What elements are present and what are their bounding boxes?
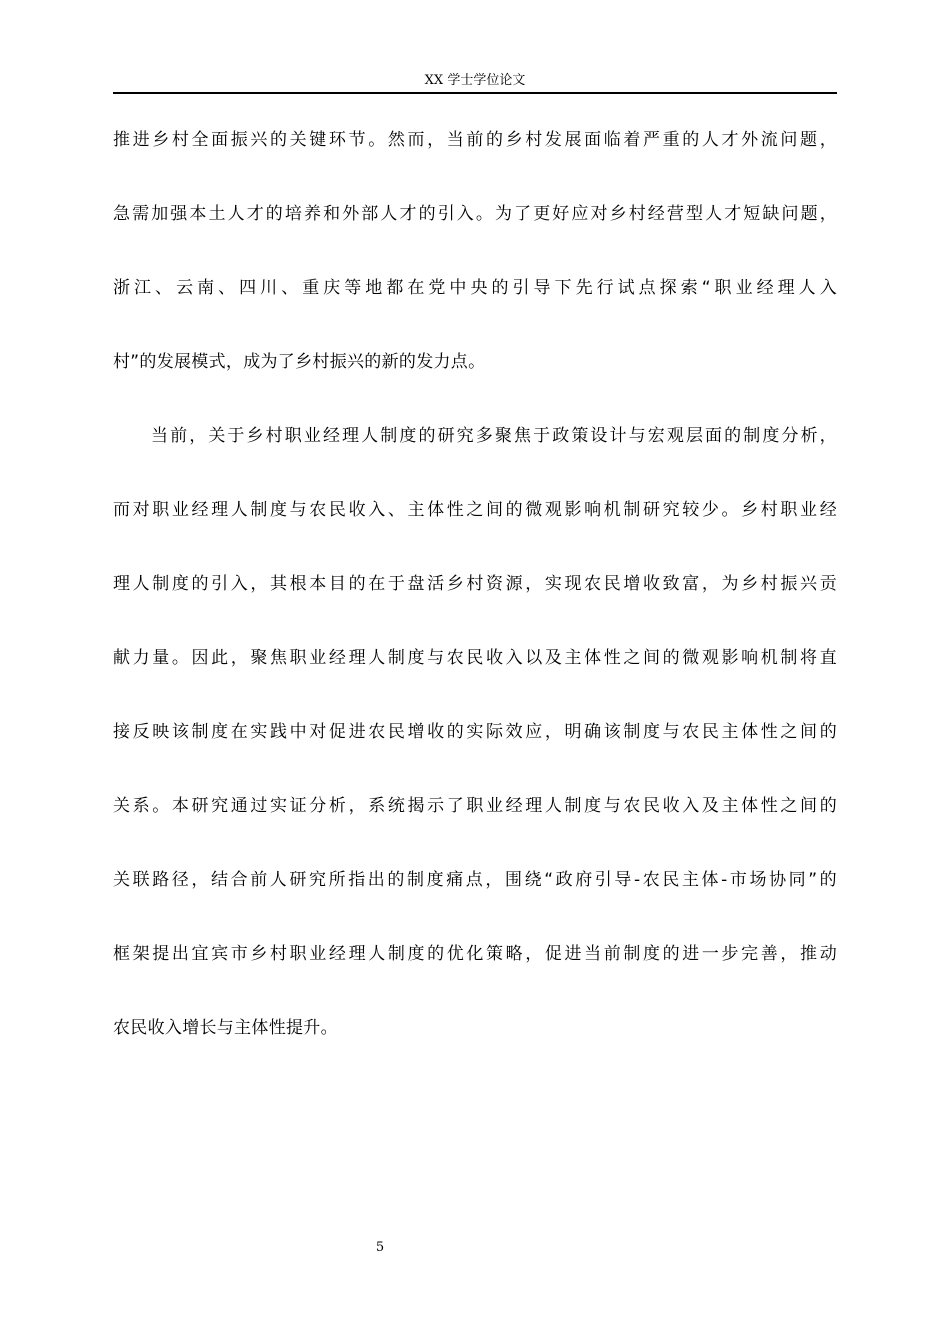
text-line: 献力量。因此，聚焦职业经理人制度与农民收入以及主体性之间的微观影响机制将直 <box>113 648 837 668</box>
text-line: 理人制度的引入，其根本目的在于盘活乡村资源，实现农民增收致富，为乡村振兴贡 <box>113 574 837 594</box>
text-line: 当前，关于乡村职业经理人制度的研究多聚焦于政策设计与宏观层面的制度分析， <box>151 426 837 446</box>
page-header <box>113 72 837 94</box>
text-line: 推进乡村全面振兴的关键环节。然而，当前的乡村发展面临着严重的人才外流问题， <box>113 130 837 150</box>
text-line: 农民收入增长与主体性提升。 <box>113 1018 338 1038</box>
text-line: 而对职业经理人制度与农民收入、主体性之间的微观影响机制研究较少。乡村职业经 <box>113 500 837 520</box>
header-title: XX 学士学位论文 <box>424 73 526 88</box>
text-line: 接反映该制度在实践中对促进农民增收的实际效应，明确该制度与农民主体性之间的 <box>113 722 837 742</box>
body-text <box>113 103 837 1065</box>
text-line: 村”的发展模式，成为了乡村振兴的新的发力点。 <box>113 352 486 372</box>
text-line: 急需加强本土人才的培养和外部人才的引入。为了更好应对乡村经营型人才短缺问题， <box>113 204 837 224</box>
text-line: 浙江、云南、四川、重庆等地都在党中央的引导下先行试点探索“职业经理人入 <box>113 278 837 298</box>
text-line: 框架提出宜宾市乡村职业经理人制度的优化策略，促进当前制度的进一步完善，推动 <box>113 944 837 964</box>
text-line: 关系。本研究通过实证分析，系统揭示了职业经理人制度与农民收入及主体性之间的 <box>113 796 837 816</box>
paragraph-2 <box>113 399 837 1065</box>
page-number: 5 <box>375 1240 385 1255</box>
text-line: 关联路径，结合前人研究所指出的制度痛点，围绕“政府引导-农民主体-市场协同”的 <box>113 870 837 890</box>
paragraph-1 <box>113 103 837 399</box>
